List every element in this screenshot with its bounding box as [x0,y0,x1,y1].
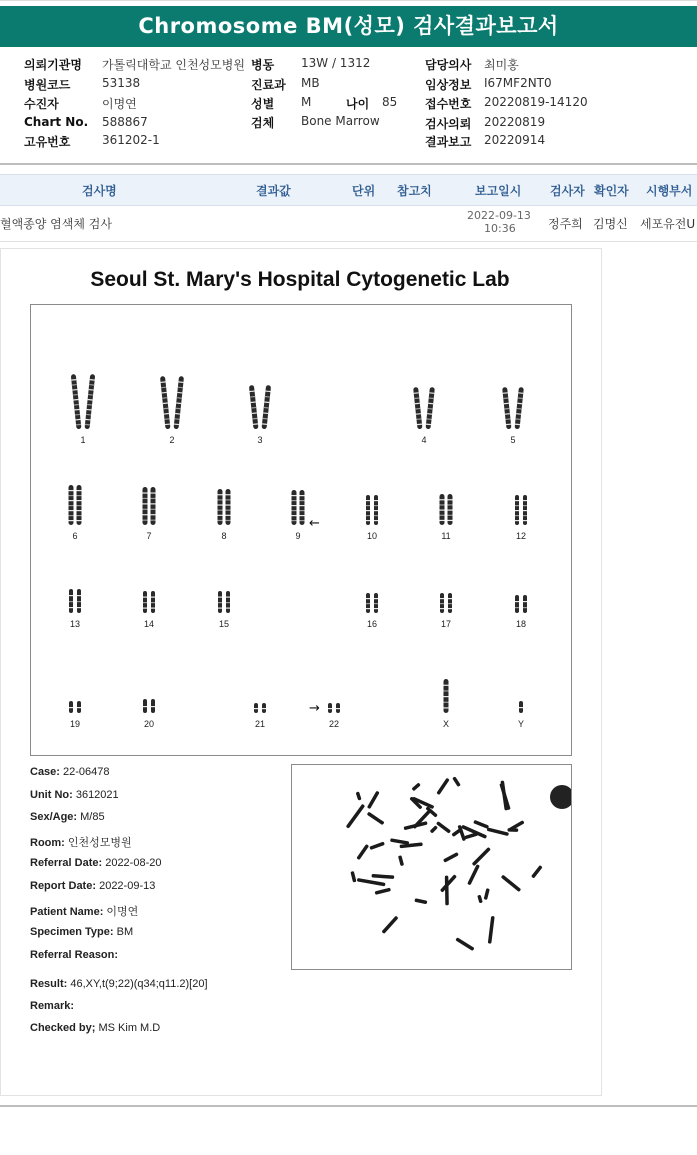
code-value: 53138 [102,76,141,90]
chromosome-label-8: 8 [221,531,227,541]
row-test-name: 혈액종양 염색체 검사 [0,217,112,231]
doctor-value: 최미홍 [484,58,519,72]
chart-label: Chart No. [24,115,89,129]
chromosome-3 [249,385,271,429]
metaphase-spread [292,765,571,969]
chromosome-x [444,679,449,713]
chromosome-12 [515,495,527,525]
receipt-label: 접수번호 [425,97,472,111]
metaphase-chromosome [436,778,449,795]
chromosome-label-14: 14 [143,619,155,629]
metaphase-chromosome [443,852,459,863]
chromosome-label-3: 3 [257,435,263,445]
bottom-divider [0,1105,697,1107]
chromosome-18 [515,595,527,613]
chromosome-21 [254,703,266,713]
checked-by-value: MS Kim M.D [98,1022,161,1034]
patient-value: 이명연 [102,97,137,111]
case-report-date-label: Report Date: [30,880,97,892]
referral-reason [30,949,118,961]
chromosome-16 [366,593,378,613]
unit-number [30,789,119,801]
chromosome-label-5: 5 [510,435,516,445]
clinical-label: 임상정보 [425,78,472,92]
sex-value: M [301,95,312,109]
dept-label: 진료과 [251,78,286,92]
col-reference: 참고치 [397,184,432,198]
patient-name [30,903,138,919]
metaphase-chromosome [372,874,395,879]
row-report-date: 2022-09-13 [467,209,531,222]
metaphase-chromosome [430,825,438,833]
chromosome-label-21: 21 [254,719,266,729]
chromosome-label-17: 17 [440,619,452,629]
metaphase-chromosome [473,820,489,829]
metaphase-chromosome [375,888,391,895]
col-report-time: 보고일시 [475,184,522,198]
case-number [30,766,110,778]
karyogram-panel [30,304,572,756]
chart-value: 588867 [102,115,148,129]
age-value: 85 [382,95,398,109]
sex-label: 성별 [251,97,275,111]
metaphase-chromosome [455,937,474,951]
case-report-date [30,880,155,892]
metaphase-chromosome [404,821,428,830]
chromosome-9 [292,490,305,525]
clinical-value: I67MF2NT0 [484,76,552,90]
chromosome-label-9: 9 [295,531,301,541]
col-test-name: 검사명 [82,184,117,198]
chromosome-20 [143,699,155,713]
col-department: 시행부서 [646,184,693,198]
unique-value: 361202-1 [102,133,160,147]
metaphase-image [291,764,572,970]
chromosome-y [519,701,523,713]
room-label: Room: [30,837,65,849]
row-tester: 정주희 [548,217,583,231]
case-report-date-value: 2022-09-13 [99,880,156,892]
metaphase-chromosome [350,871,356,883]
metaphase-chromosome [531,865,543,878]
sex-age-label: Sex/Age: [30,811,78,823]
translocation-arrow-9: ← [309,516,320,531]
chromosome-14 [143,591,155,613]
chromosome-label-2: 2 [169,435,175,445]
result-value: 46,XY,t(9;22)(q34;q11.2)[20] [70,978,208,990]
chromosome-label-11: 11 [441,531,451,541]
chromosome-label-12: 12 [515,531,527,541]
chromosome-label-15: 15 [218,619,230,629]
section-divider [0,163,697,165]
request-value: 20220819 [484,115,546,129]
patient-name-label: Patient Name: [30,906,104,918]
chromosome-label-18: 18 [515,619,527,629]
metaphase-chromosome [381,916,398,934]
metaphase-chromosome [487,827,509,836]
chromosome-2 [160,376,184,429]
col-unit: 단위 [352,184,376,198]
metaphase-chromosome [501,875,521,892]
metaphase-chromosome [467,864,480,885]
metaphase-chromosome [500,780,508,810]
sex-age [30,811,105,823]
doctor-label: 담당의사 [425,58,472,72]
chromosome-7 [143,487,156,525]
receipt-value: 20220819-14120 [484,95,588,109]
metaphase-chromosome [452,776,461,787]
chromosome-10 [366,495,378,525]
specimen-type-label: Specimen Type: [30,926,114,938]
remark [30,1000,74,1012]
chromosome-5 [502,387,524,429]
result [30,978,208,990]
result-label: Result: [30,978,68,990]
referral-reason-label: Referral Reason: [30,949,119,961]
chromosome-label-4: 4 [421,435,427,445]
metaphase-chromosome [445,876,449,906]
ward-label: 병동 [251,58,275,72]
unique-label: 고유번호 [24,135,71,149]
metaphase-chromosome [357,878,386,886]
chromosome-label-16: 16 [366,619,378,629]
report-title: Chromosome BM(성모) 검사결과보고서 [0,6,697,47]
chromosome-label-7: 7 [146,531,152,541]
chromosome-6 [69,485,82,525]
chromosome-label-10: 10 [366,531,378,541]
translocation-arrow-22: → [309,701,320,716]
chromosome-19 [69,701,81,713]
code-label: 병원코드 [24,78,71,92]
metaphase-chromosome [484,888,490,900]
chromosome-11 [440,494,453,525]
table-row[interactable] [0,205,697,242]
metaphase-chromosome [477,895,483,904]
row-department: 세포유전U [640,217,696,231]
metaphase-chromosome [369,842,385,851]
chromosome-17 [440,593,452,613]
chromosome-4 [413,387,435,429]
chromosome-label-19: 19 [69,719,81,729]
report-date-label: 결과보고 [425,135,472,149]
chromosome-13 [69,589,81,613]
metaphase-chromosome [414,898,427,904]
report-date-value: 20220914 [484,133,546,147]
chromosome-label-x: X [442,719,450,729]
chromosome-22 [328,703,340,713]
col-tester: 검사자 [550,184,585,198]
metaphase-chromosome [398,855,404,866]
chromosome-label-y: Y [517,719,525,729]
metaphase-chromosome [367,791,380,809]
karyogram [31,305,571,755]
metaphase-chromosome [346,804,365,829]
metaphase-chromosome [356,844,369,860]
request-label: 검사의뢰 [425,117,472,131]
remark-label: Remark: [30,1000,75,1012]
chromosome-label-1: 1 [80,435,86,445]
age-label: 나이 [346,97,370,111]
chromosome-label-13: 13 [69,619,81,629]
sex-age-value: M/85 [80,811,105,823]
referral-date-value: 2022-08-20 [105,857,162,869]
referral-date [30,857,161,869]
col-result: 결과값 [256,184,291,198]
patient-label: 수진자 [24,97,59,111]
row-confirmer: 김명신 [593,217,628,231]
metaphase-chromosome [390,838,409,845]
specimen-label: 검체 [251,116,275,130]
chromosome-8 [218,489,231,525]
lab-title: Seoul St. Mary's Hospital Cytogenetic Lab [90,268,510,291]
hospital-value: 가톨릭대학교 인천성모병원 [102,58,245,72]
hospital-label: 의뢰기관명 [24,58,82,72]
checked-by-label: Checked by; [30,1022,96,1034]
ward-value: 13W / 1312 [301,56,371,70]
metaphase-chromosome [488,916,495,944]
dept-value: MB [301,76,320,90]
metaphase-chromosome [472,847,491,866]
metaphase-chromosome [464,832,478,839]
referral-date-label: Referral Date: [30,857,103,869]
chromosome-1 [71,374,95,429]
case-number-label: Case: [30,766,60,778]
unit-number-value: 3612021 [75,789,119,801]
metaphase-chromosome [367,812,385,826]
results-table-header [0,174,697,206]
case-number-value: 22-06478 [63,766,110,778]
specimen-type [30,926,133,938]
specimen-value: Bone Marrow [301,114,380,128]
metaphase-chromosome [411,782,420,791]
col-confirmer: 확인자 [594,184,629,198]
patient-info [0,52,697,152]
metaphase-chromosome [436,821,451,834]
room-value: 인천성모병원 [67,837,132,849]
unit-number-label: Unit No: [30,789,73,801]
nucleus-blob [550,785,571,809]
checked-by [30,1022,160,1034]
chromosome-15 [218,591,230,613]
room [30,834,132,850]
specimen-type-value: BM [116,926,134,938]
top-divider [0,0,697,1]
chromosome-label-6: 6 [72,531,78,541]
chromosome-label-22: 22 [328,719,340,729]
chromosome-label-20: 20 [143,719,155,729]
row-report-time: 10:36 [484,222,516,235]
patient-name-value: 이명연 [106,906,139,918]
metaphase-chromosome [356,791,362,800]
